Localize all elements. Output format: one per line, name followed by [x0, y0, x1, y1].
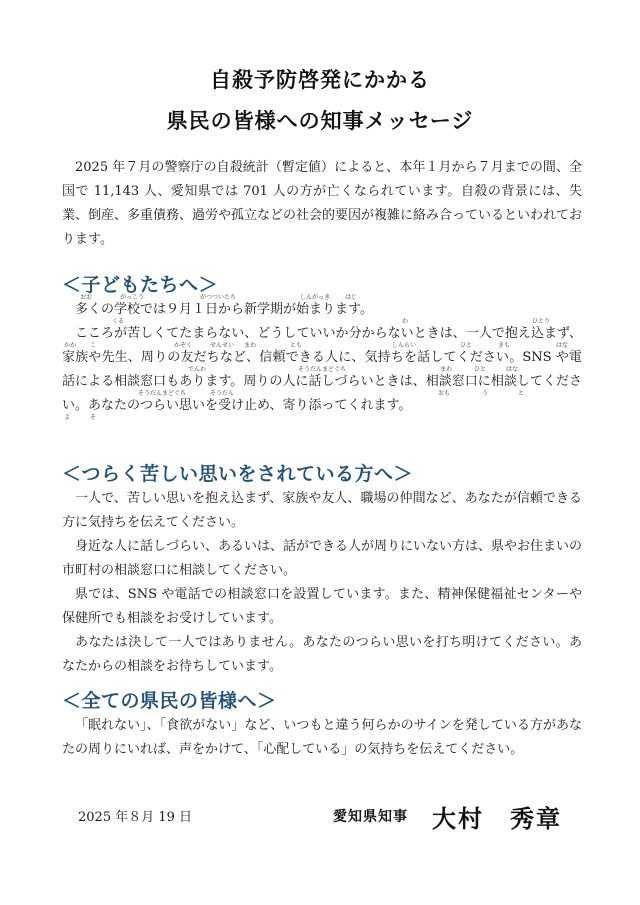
heading-all-residents: ＜全ての県民の皆様へ＞ [62, 690, 277, 712]
suffering-paragraph-2: 身近な人に話しづらい、あるいは、話ができる人が周りにいない方は、県やお住まいの市町村の相談窓口に相談してください。 [62, 539, 583, 578]
furigana: でんわ [188, 366, 207, 373]
furigana: まわ [244, 342, 257, 349]
children-paragraph-1: 多くの学校では９月１日から新学期が始まります。 [75, 302, 373, 317]
furigana: よ [64, 414, 71, 421]
furigana: はじ [345, 294, 358, 301]
message-date: 2025 年８月 19 日 [78, 810, 193, 825]
intro-text: 2025 年７月の警察庁の自殺統計（暫定値）によると、本年１月から７月までの間、全国で 11,143 人、愛知県では 701 人の方が亡くなられています。自殺の背景には、失業、倒産、多重債務、過労や孤立などの社会的要因が複雑に絡み合っているといわれております。 [62, 160, 583, 247]
suffering-section-body [62, 487, 582, 679]
furigana: せんせい [210, 342, 235, 349]
furigana: う [482, 390, 489, 397]
signatory-name: 大村 秀章 [432, 804, 562, 833]
furigana: かか [64, 342, 77, 349]
furigana: くる [112, 318, 125, 325]
furigana: おお [80, 294, 93, 301]
furigana: まわ [440, 366, 453, 373]
furigana: そうだんまどぐち [298, 366, 347, 373]
furigana: そ [90, 414, 97, 421]
furigana: しんがっき [300, 294, 331, 301]
heading-children: ＜子どもたちへ＞ [62, 274, 219, 296]
all-residents-section-body [62, 714, 582, 762]
furigana: おも [438, 390, 451, 397]
furigana: こ [90, 342, 97, 349]
furigana: はな [556, 342, 569, 349]
suffering-paragraph-1: 一人で、苦しい思いを抱え込まず、家族や友人、職場の仲間など、あなたが信頼できる方に気持ちを伝えてください。 [62, 491, 582, 530]
document-title-line2: 県民の皆様への知事メッセージ [166, 109, 474, 133]
document-title-line1: 自殺予防啓発にかかる [210, 68, 430, 92]
furigana: そうだん [210, 390, 235, 397]
furigana: しんらい [392, 342, 417, 349]
furigana: ひと [474, 366, 487, 373]
furigana: わ [402, 318, 409, 325]
furigana: がつついたち [200, 294, 237, 301]
signatory-title: 愛知県知事 [333, 809, 408, 825]
furigana: と [518, 390, 525, 397]
furigana: はな [506, 366, 519, 373]
furigana: ひとり [532, 318, 551, 325]
suffering-paragraph-3: 県では、SNS や電話での相談窓口を設置しています。また、精神保健福祉センターや保健所でも相談をお受けしています。 [62, 587, 582, 626]
heading-suffering: ＜つらく苦しい思いをされている方へ＞ [62, 463, 414, 485]
intro-paragraph [62, 156, 582, 252]
furigana: そうだんまどぐち [138, 390, 187, 397]
suffering-paragraph-4: あなたは決して一人ではありません。あなたのつらい思いを打ち明けてください。あなたからの相談をお待ちしています。 [62, 635, 582, 674]
furigana: きも [498, 342, 511, 349]
children-paragraph-2: こころが苦しくてたまらない、どうしていいか分からないときは、一人で抱え込まず、家族や先生、周りの友だちなど、信頼できる人に、気持ちを話してください。SNS や電話による相談窓口もあります。周りの人に話しづらいときは、相談窓口に相談してください。あなたのつらい思いを受け止め、寄り添ってくれます。 [62, 326, 582, 413]
furigana: がっこう [120, 294, 145, 301]
children-section-body [62, 294, 582, 421]
furigana: かぞく [174, 342, 193, 349]
all-residents-paragraph-1: 「眠れない」、「食欲がない」など、いつもと違う何らかのサインを発している方があなたの周りにいれば、声をかけて、「心配している」の気持ちを伝えてください。 [62, 718, 582, 757]
furigana: ひと [460, 342, 473, 349]
furigana: とも [290, 342, 303, 349]
